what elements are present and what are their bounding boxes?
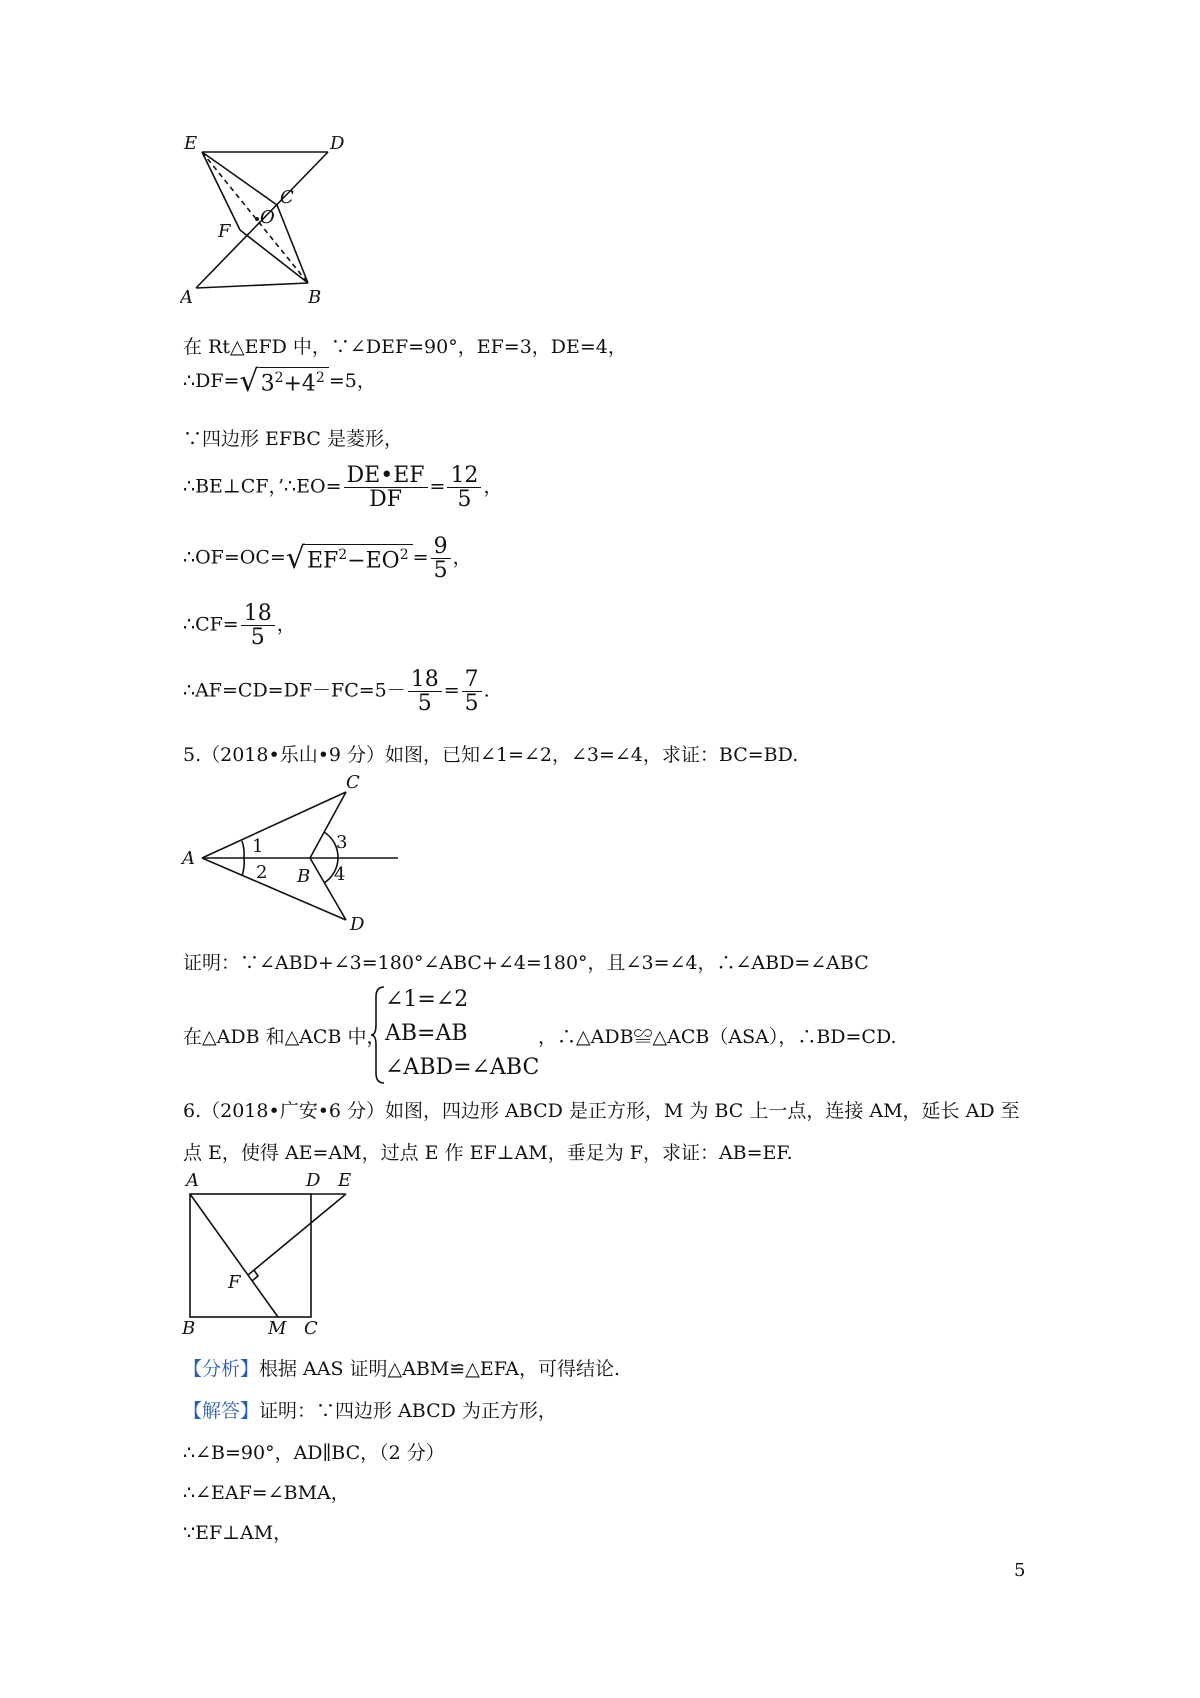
label-C: C <box>280 187 294 208</box>
page-number: 5 <box>1014 1560 1026 1581</box>
fraction <box>447 464 481 511</box>
label-E: E <box>338 1170 352 1191</box>
fraction <box>344 464 428 511</box>
radicand-b: 4 <box>301 371 316 397</box>
figure-square <box>180 1168 360 1338</box>
radicand-b: −EO <box>347 548 400 574</box>
label-2: 2 <box>256 862 268 883</box>
text: ， <box>483 475 503 498</box>
denominator: DF <box>369 487 402 513</box>
sqrt-expression: √ $3^2+4^2$ <box>239 367 328 397</box>
numerator: 18 <box>408 668 442 692</box>
text: ， <box>276 613 296 636</box>
solution-line-3: ∵四边形 EFBC 是菱形， <box>183 428 403 450</box>
problem-5-proof-2-pre: 在△ADB 和△ACB 中， <box>183 1026 386 1048</box>
label-4: 4 <box>334 864 346 885</box>
solution-line-6 <box>183 602 296 649</box>
figure-rhombus <box>180 135 380 315</box>
answer-line <box>183 1396 557 1423</box>
answer-line-1: ∴∠B=90°，AD∥BC，（2 分） <box>183 1442 445 1464</box>
answer-line-2: ∴∠EAF=∠BMA， <box>183 1482 350 1504</box>
denominator: 5 <box>417 691 432 717</box>
system-line-3: ∠ABD=∠ABC <box>385 1055 540 1080</box>
label-F: F <box>228 1272 241 1293</box>
text: ∴AF=CD=DF－FC=5－ <box>183 679 406 702</box>
numerator: 18 <box>241 602 275 626</box>
label-F: F <box>218 221 231 242</box>
problem-6-statement-2: 点 E，使得 AE=AM，过点 E 作 EF⊥AM，垂足为 F，求证：AB=EF. <box>183 1142 793 1164</box>
analysis-text: 根据 AAS 证明△ABM≌△EFA，可得结论. <box>259 1358 620 1380</box>
label-E: E <box>184 135 198 154</box>
label-D: D <box>330 135 345 154</box>
sqrt-expression: √ $EF^2-EO^2$ <box>286 544 413 574</box>
text: ∴CF= <box>183 613 239 636</box>
problem-6-statement-1: 6.（2018•广安•6 分）如图，四边形 ABCD 是正方形，M 为 BC 上一点，连接 AM，延长 AD 至 <box>183 1100 1020 1122</box>
label-D: D <box>306 1170 321 1191</box>
fraction <box>241 602 275 649</box>
denominator: 5 <box>457 487 472 513</box>
numerator: 12 <box>447 464 481 488</box>
radicand-a: 3 <box>260 371 275 397</box>
label-3: 3 <box>336 832 348 853</box>
solution-line-5 <box>183 535 472 582</box>
numerator: 7 <box>462 668 482 692</box>
denominator: 5 <box>433 558 448 584</box>
label-B: B <box>297 866 311 887</box>
label-A: A <box>182 848 195 869</box>
label-C: C <box>346 772 360 793</box>
analysis-tag: 【分析】 <box>183 1358 260 1380</box>
label-O: O <box>260 207 275 228</box>
system-line-2: AB=AB <box>385 1021 468 1046</box>
label-B: B <box>182 1318 196 1338</box>
answer-text: 证明：∵四边形 ABCD 为正方形， <box>259 1400 557 1422</box>
label-1: 1 <box>252 836 264 857</box>
problem-5-proof-2-post: ，∴△ADB≌△ACB（ASA），∴BD=CD. <box>538 1026 897 1048</box>
problem-5-statement: 5.（2018•乐山•9 分）如图，已知∠1=∠2，∠3=∠4，求证：BC=BD. <box>183 744 799 766</box>
system-line-1: ∠1=∠2 <box>385 987 469 1012</box>
fraction <box>462 668 482 715</box>
analysis-line <box>183 1354 620 1381</box>
left-brace <box>370 985 386 1085</box>
label-M: M <box>268 1318 287 1338</box>
label-B: B <box>308 287 322 308</box>
text: . <box>483 679 490 702</box>
problem-5-proof-1: 证明：∵∠ABD+∠3=180°∠ABC+∠4=180°，且∠3=∠4，∴∠ABD=∠ABC <box>183 952 869 974</box>
solution-line-2 <box>183 366 376 397</box>
fraction <box>431 535 451 582</box>
text: ∴BE⊥CF，’∴EO= <box>183 475 342 498</box>
text: ∴OF=OC= <box>183 546 286 569</box>
text: =5， <box>328 370 376 392</box>
brace-system <box>385 983 539 1085</box>
label-A: A <box>186 1170 199 1191</box>
label-D: D <box>350 914 365 930</box>
radicand-a: EF <box>306 548 339 574</box>
answer-tag: 【解答】 <box>183 1400 260 1422</box>
answer-line-3: ∵EF⊥AM， <box>183 1522 293 1544</box>
numerator: DE•EF <box>344 464 428 488</box>
label-A: A <box>180 287 193 308</box>
denominator: 5 <box>250 625 265 651</box>
solution-line-4 <box>183 464 502 511</box>
label-C: C <box>304 1318 318 1338</box>
text: = <box>429 475 446 498</box>
text: ∴DF= <box>183 370 240 392</box>
text: = <box>412 546 429 569</box>
numerator: 9 <box>431 535 451 559</box>
text: = <box>443 679 460 702</box>
text: ， <box>452 546 472 569</box>
solution-line-7 <box>183 668 490 715</box>
fraction <box>408 668 442 715</box>
denominator: 5 <box>464 691 479 717</box>
solution-line-1: 在 Rt△EFD 中，∵∠DEF=90°，EF=3，DE=4， <box>183 336 627 358</box>
figure-angles <box>180 770 410 930</box>
